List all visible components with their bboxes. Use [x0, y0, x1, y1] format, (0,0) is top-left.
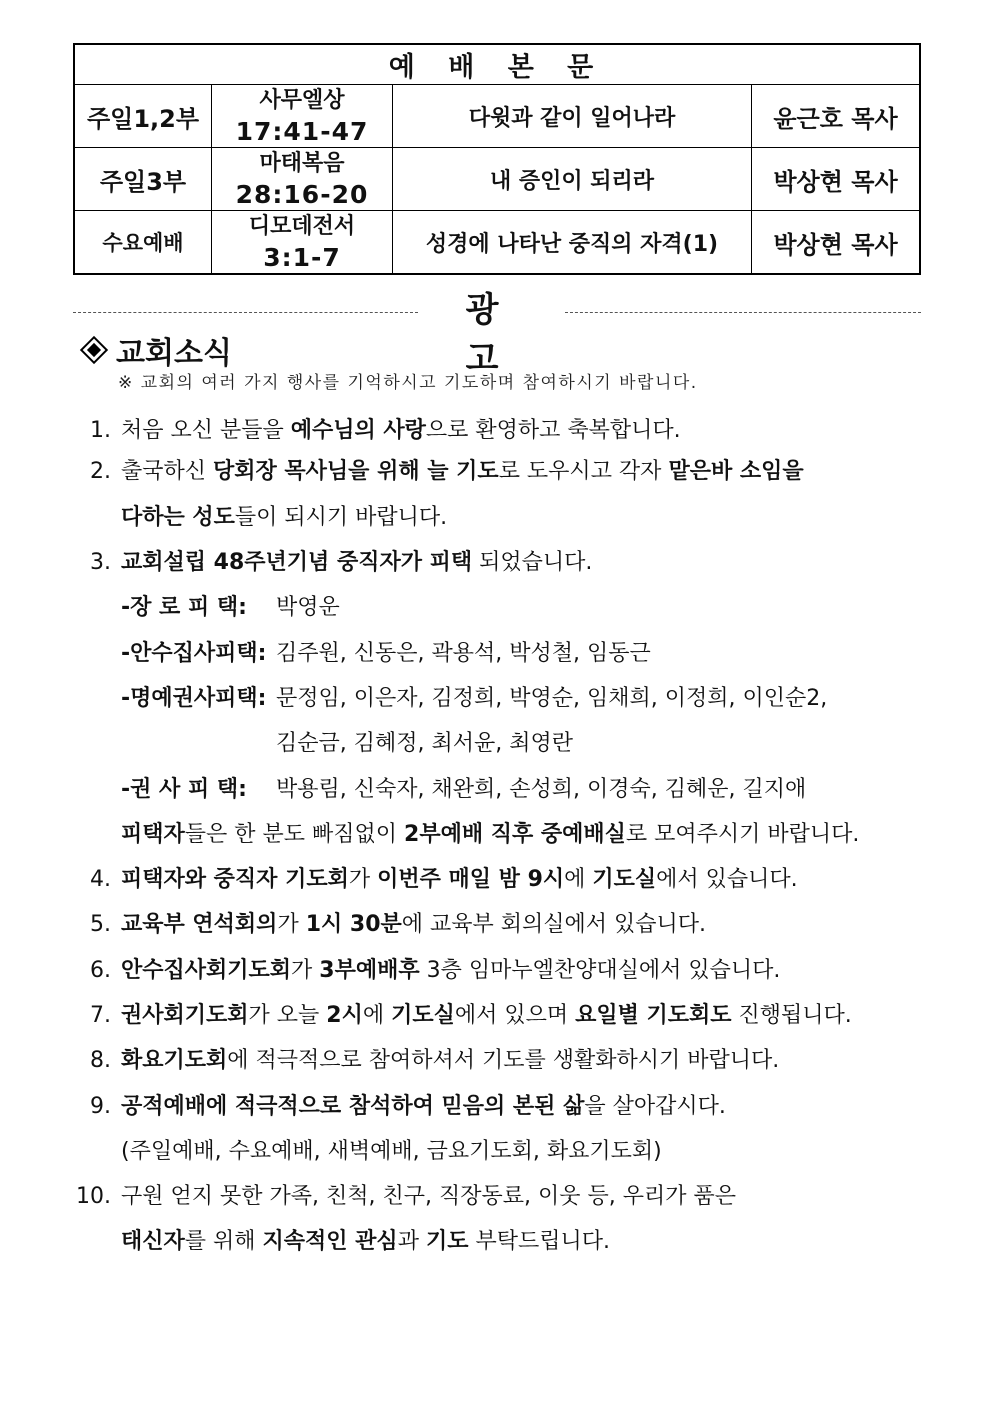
- text: 에 교육부 회의실에서 있습니다.: [401, 912, 707, 937]
- text: 처음 오신 분들을: [121, 418, 291, 443]
- notice-item-6: [73, 953, 780, 984]
- emphasis: 2시: [326, 1003, 363, 1028]
- text: 를 위해: [184, 1229, 263, 1254]
- table-row: [74, 85, 920, 148]
- name-list: 문정임, 이은자, 김정희, 박영순, 임채희, 이정희, 이인순2,: [276, 686, 828, 711]
- text: (주일예배, 수요예배, 새벽예배, 금요기도회, 화요기도회): [121, 1139, 662, 1164]
- emphasis: 당회장 목사님을 위해 늘 기도: [213, 459, 499, 484]
- text: 구원 얻지 못한 가족, 친척, 친구, 직장동료, 이웃 등, 우리가 품은: [121, 1184, 736, 1209]
- item-number: 1.: [90, 418, 111, 443]
- text: 들이 되시기 바랍니다.: [234, 505, 448, 530]
- emphasis: 태신자: [121, 1229, 185, 1254]
- text: 으로 환영하고 축복합니다.: [425, 418, 681, 443]
- preacher: 박상현 목사: [752, 148, 921, 211]
- emphasis: 권사회기도회: [121, 1003, 249, 1028]
- notice-item-9: [73, 1089, 726, 1120]
- notice-item-9-cont: [121, 1134, 662, 1165]
- emphasis: 1시 30분: [305, 912, 402, 937]
- honor-kwonsa-list-cont: [276, 726, 573, 757]
- divider-line-right: [565, 312, 921, 313]
- emphasis: 안수집사회기도회: [121, 958, 292, 983]
- list-label: -권 사 피 택:: [121, 777, 247, 802]
- notice-item-3: [73, 545, 592, 576]
- ad-title: 광 고: [465, 290, 521, 379]
- text: 부탁드립니다.: [468, 1229, 610, 1254]
- item-number: 3.: [90, 550, 111, 575]
- text: 가: [277, 912, 306, 937]
- worship-table: [73, 43, 921, 275]
- section-note: ※ 교회의 여러 가지 행사를 기억하시고 기도하며 참여하시기 바랍니다.: [118, 373, 698, 393]
- table-row: [74, 148, 920, 211]
- sermon-title: 다윗과 같이 일어나라: [393, 85, 752, 148]
- text: 을 살아갑시다.: [584, 1094, 726, 1119]
- notice-item-7: [73, 998, 852, 1029]
- scripture: [212, 85, 393, 148]
- scripture: [212, 148, 393, 211]
- elder-list: [121, 590, 340, 621]
- name-list: 박영운: [276, 595, 340, 620]
- item-number: 8.: [90, 1048, 111, 1073]
- text: 가: [291, 958, 320, 983]
- scripture-book: 사무엘상: [259, 88, 345, 113]
- notice-item-10: [73, 1179, 736, 1210]
- emphasis: 예수님의 사랑: [290, 418, 426, 443]
- preacher: 박상현 목사: [752, 211, 921, 275]
- notice-item-8: [73, 1043, 779, 1074]
- notice-item-2: [73, 454, 804, 485]
- notice-item-4: [73, 862, 798, 893]
- notice-item-1: [73, 413, 681, 444]
- name-list: 박용림, 신숙자, 채완희, 손성희, 이경숙, 김혜운, 길지애: [276, 777, 807, 802]
- emphasis: 교육부 연석회의: [121, 912, 278, 937]
- section-heading: [78, 328, 232, 372]
- text: 로 도우시고 각자: [498, 459, 669, 484]
- item-number: 10.: [76, 1184, 111, 1209]
- divider-line-left: [73, 312, 418, 313]
- emphasis: 기도실: [592, 867, 657, 892]
- emphasis: 3부예배후: [319, 958, 420, 983]
- list-label: -명예권사피택:: [121, 686, 267, 711]
- emphasis: 맡은바 소임을: [668, 459, 804, 484]
- table-row: [74, 211, 920, 275]
- worship-title: 예 배 본 문: [74, 44, 920, 85]
- deacon-list: [121, 636, 651, 667]
- text: 에서 있습니다.: [656, 867, 798, 892]
- section-title: 교회소식: [116, 336, 232, 371]
- emphasis: 다하는 성도: [121, 505, 235, 530]
- text: 가 오늘: [248, 1003, 327, 1028]
- list-label: -안수집사피택:: [121, 641, 267, 666]
- name-list: 김주원, 신동은, 곽용석, 박성철, 임동근: [276, 641, 651, 666]
- item-number: 6.: [90, 958, 111, 983]
- text: 3층 임마누엘찬양대실에서 있습니다.: [419, 958, 781, 983]
- emphasis: 2부예배 직후 중예배실: [404, 822, 626, 847]
- scripture-verse: 28:16-20: [235, 180, 369, 209]
- text: 들은 한 분도 빠짐없이: [184, 822, 405, 847]
- emphasis: 요일별 기도회도: [575, 1003, 732, 1028]
- notice-item-10-cont: [121, 1224, 610, 1255]
- emphasis: 교회설립 48주년기념 중직자가 피택: [121, 550, 473, 575]
- emphasis: 기도실: [391, 1003, 455, 1028]
- text: 로 모여주시기 바랍니다.: [625, 822, 860, 847]
- emphasis: 기도: [425, 1229, 469, 1254]
- sermon-title: 성경에 나타난 중직의 자격(1): [393, 211, 752, 275]
- text: 진행됩니다.: [731, 1003, 852, 1028]
- item-number: 7.: [90, 1003, 111, 1028]
- text: 되었습니다.: [472, 550, 593, 575]
- text: 가: [348, 867, 378, 892]
- emphasis: 화요기도회: [121, 1048, 228, 1073]
- emphasis: 공적예배에 적극적으로 참석하여 믿음의 본된 삶: [121, 1094, 585, 1119]
- service-name: 주일3부: [74, 148, 212, 211]
- name-list: 김순금, 김혜정, 최서윤, 최영란: [276, 731, 573, 756]
- text: 에서 있으며: [454, 1003, 576, 1028]
- emphasis: 피택자와 중직자 기도회: [121, 867, 349, 892]
- list-label: -장 로 피 택:: [121, 595, 247, 620]
- text: 과: [397, 1229, 426, 1254]
- emphasis: 지속적인 관심: [262, 1229, 398, 1254]
- text: 에: [564, 867, 593, 892]
- text: 에 적극적으로 참여하셔서 기도를 생활화하시기 바랍니다.: [227, 1048, 780, 1073]
- sermon-title: 내 증인이 되리라: [393, 148, 752, 211]
- text: 에: [362, 1003, 392, 1028]
- item-number: 9.: [90, 1094, 111, 1119]
- scripture-verse: 17:41-47: [235, 117, 369, 146]
- preacher: 윤근호 목사: [752, 85, 921, 148]
- service-name: 수요예배: [74, 211, 212, 275]
- scripture-book: 디모데전서: [248, 214, 356, 239]
- kwonsa-list: [121, 772, 806, 803]
- item-number: 5.: [90, 912, 111, 937]
- notice-item-3-note: [121, 817, 859, 848]
- scripture-book: 마태복음: [259, 151, 345, 176]
- honor-kwonsa-list: [121, 681, 827, 712]
- notice-item-2-cont: [121, 500, 447, 531]
- emphasis: 이번주 매일 밤 9시: [377, 867, 565, 892]
- item-number: 4.: [90, 867, 111, 892]
- service-name: 주일1,2부: [74, 85, 212, 148]
- text: 출국하신: [121, 459, 214, 484]
- emphasis: 피택자: [121, 822, 185, 847]
- scripture: [212, 211, 393, 275]
- notice-item-5: [73, 907, 706, 938]
- scripture-verse: 3:1-7: [263, 243, 341, 272]
- diamond-bullet-icon: [80, 336, 108, 364]
- item-number: 2.: [90, 459, 111, 484]
